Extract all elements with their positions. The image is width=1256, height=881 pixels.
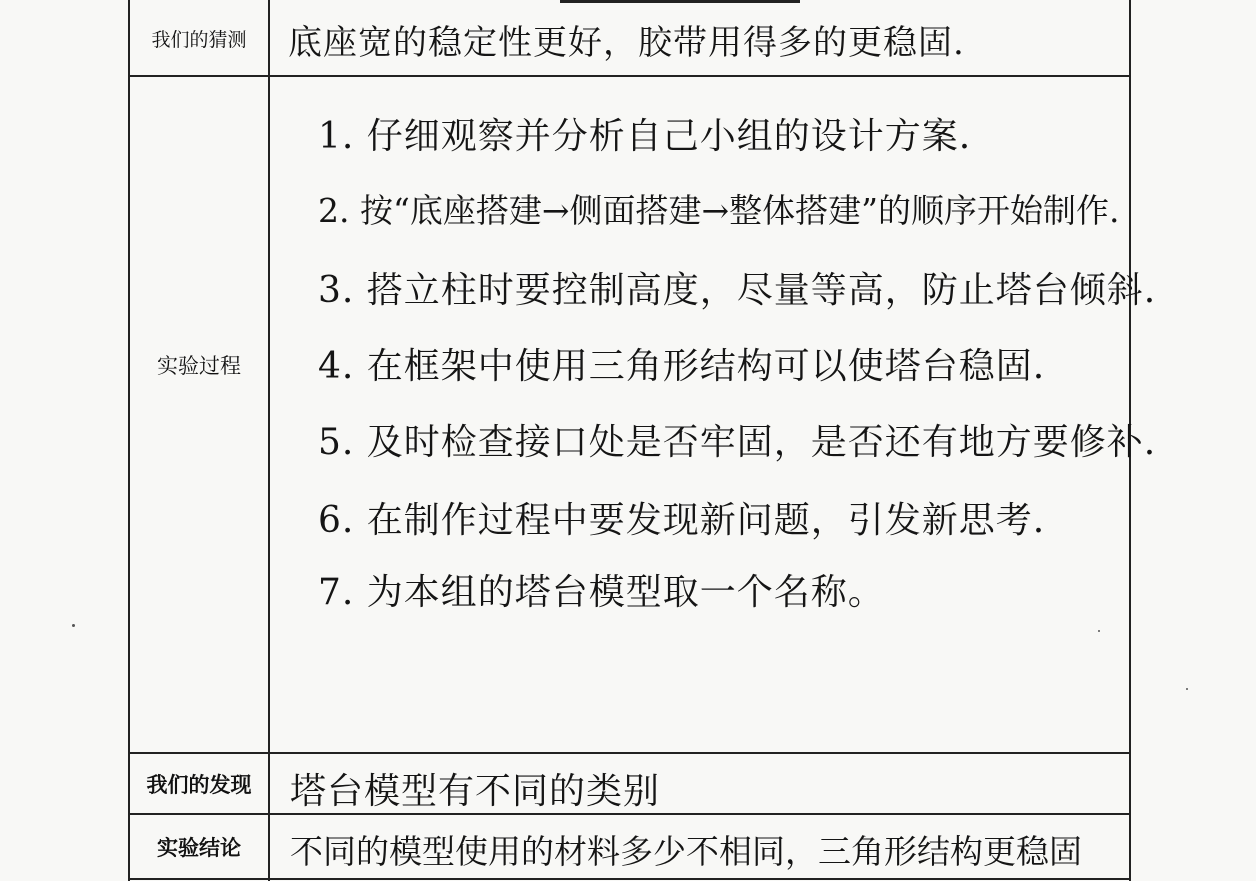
row-divider-guess (128, 75, 1131, 77)
row-divider-process (128, 752, 1131, 754)
process-label: 实验过程 (157, 353, 241, 378)
scan-speck (72, 624, 75, 627)
table-top-edge (560, 0, 800, 3)
process-step-4: 4. 在框架中使用三角形结构可以使塔台稳固. (318, 346, 1046, 387)
row-divider-conclusion (128, 878, 1131, 880)
guess-label: 我们的猜测 (151, 29, 247, 51)
process-step-3: 3. 搭立柱时要控制高度，尽量等高，防止塔台倾斜. (318, 270, 1157, 311)
guess-text: 底座宽的稳定性更好，胶带用得多的更稳固. (288, 23, 965, 63)
scan-speck (1186, 688, 1188, 690)
process-step-2: 2. 按“底座搭建→侧面搭建→整体搭建”的顺序开始制作. (318, 191, 1120, 230)
process-step-1: 1. 仔细观察并分析自己小组的设计方案. (318, 116, 972, 157)
finding-label: 我们的发现 (146, 772, 252, 797)
process-step-5: 5. 及时检查接口处是否牢固，是否还有地方要修补. (318, 422, 1157, 463)
conclusion-label: 实验结论 (157, 835, 241, 860)
table-column-divider (268, 0, 270, 881)
finding-text: 塔台模型有不同的类别 (290, 771, 661, 812)
conclusion-text: 不同的模型使用的材料多少不相同，三角形结构更稳固 (290, 832, 1082, 871)
process-step-6: 6. 在制作过程中要发现新问题，引发新思考. (318, 500, 1046, 541)
scan-speck (1098, 630, 1100, 632)
process-step-7: 7. 为本组的塔台模型取一个名称。 (318, 572, 885, 613)
